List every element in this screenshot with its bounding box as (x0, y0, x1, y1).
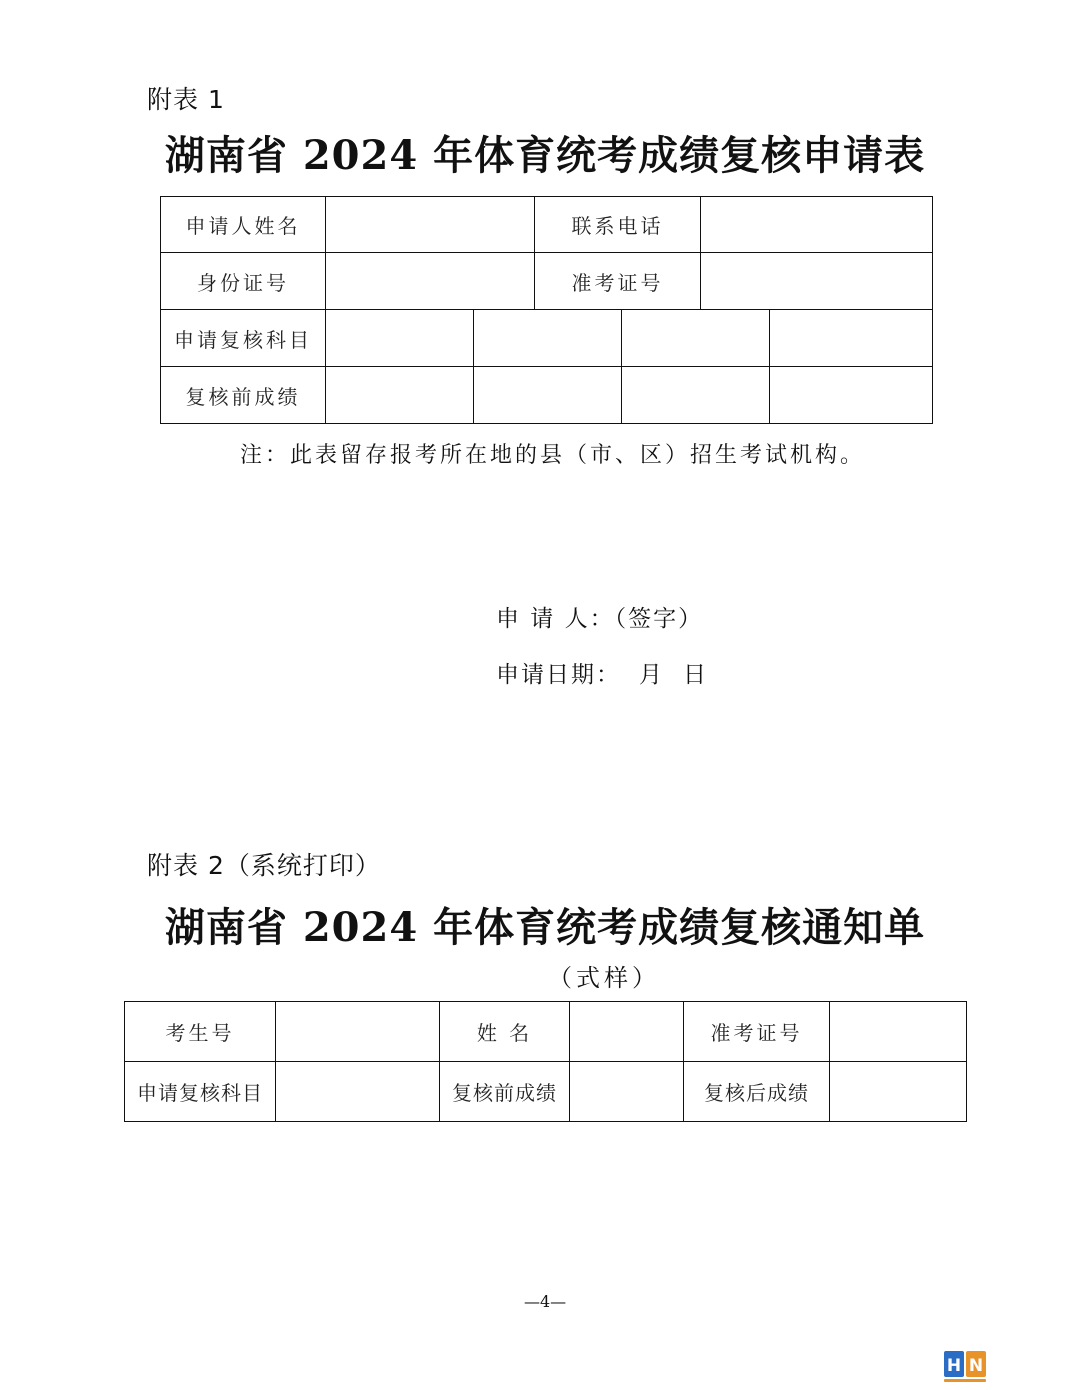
attachment-1-title: 湖南省 2024 年体育统考成绩复核申请表 (164, 132, 926, 179)
table-row (161, 310, 933, 367)
review-subject-field-2[interactable] (474, 310, 622, 367)
application-date-label: 申请日期： (496, 662, 621, 688)
score-before-label: 复核前成绩 (440, 1062, 570, 1122)
review-notice-table (124, 1001, 967, 1122)
date-day: 日 (683, 662, 706, 688)
id-number-field[interactable] (326, 253, 535, 310)
score-before-split (622, 367, 933, 424)
review-subject-split (622, 310, 933, 367)
table-row (125, 1062, 967, 1122)
hn-logo-icon (943, 1349, 987, 1383)
attachment-2-title: 湖南省 2024 年体育统考成绩复核通知单 (164, 904, 926, 951)
table-row (125, 1002, 967, 1062)
date-month: 月 (639, 662, 662, 688)
score-before-field-1[interactable] (326, 367, 474, 424)
applicant-name-field[interactable] (326, 197, 535, 253)
score-after-label: 复核后成绩 (684, 1062, 830, 1122)
review-subject-label: 申请复核科目 (161, 310, 326, 367)
review-subject-label: 申请复核科目 (125, 1062, 276, 1122)
score-before-field[interactable] (570, 1062, 684, 1122)
attachment-2-subtitle: （式样） (548, 964, 660, 992)
name-label: 姓 名 (440, 1002, 570, 1062)
score-before-field-3[interactable] (622, 367, 770, 423)
attachment-1-label: 附表 1 (147, 85, 225, 114)
review-application-table (160, 196, 933, 424)
admission-number-field[interactable] (701, 253, 933, 310)
score-after-field[interactable] (830, 1062, 967, 1122)
table-row (161, 253, 933, 310)
page-number: —4— (524, 1292, 567, 1311)
score-before-field-4[interactable] (770, 367, 932, 423)
table-row (161, 367, 933, 424)
applicant-name-label: 申请人姓名 (161, 197, 326, 253)
review-subject-field-4[interactable] (770, 310, 932, 366)
score-before-label: 复核前成绩 (161, 367, 326, 424)
review-subject-field[interactable] (276, 1062, 440, 1122)
table-row (161, 197, 933, 253)
admission-number-label: 准考证号 (535, 253, 701, 310)
svg-text:H: H (946, 1356, 962, 1376)
admission-number-field[interactable] (830, 1002, 967, 1062)
exam-number-label: 考生号 (125, 1002, 276, 1062)
phone-field[interactable] (701, 197, 933, 253)
svg-text:N: N (968, 1356, 984, 1376)
applicant-signature-line: 申 请 人：（签字） (496, 606, 704, 632)
name-field[interactable] (570, 1002, 684, 1062)
exam-number-field[interactable] (276, 1002, 440, 1062)
admission-number-label: 准考证号 (684, 1002, 830, 1062)
review-subject-field-1[interactable] (326, 310, 474, 367)
id-number-label: 身份证号 (161, 253, 326, 310)
phone-label: 联系电话 (535, 197, 701, 253)
score-before-field-2[interactable] (474, 367, 622, 424)
attachment-2-label: 附表 2（系统打印） (147, 851, 381, 880)
review-subject-field-3[interactable] (622, 310, 770, 366)
table-note: 注：此表留存报考所在地的县（市、区）招生考试机构。 (240, 443, 866, 468)
